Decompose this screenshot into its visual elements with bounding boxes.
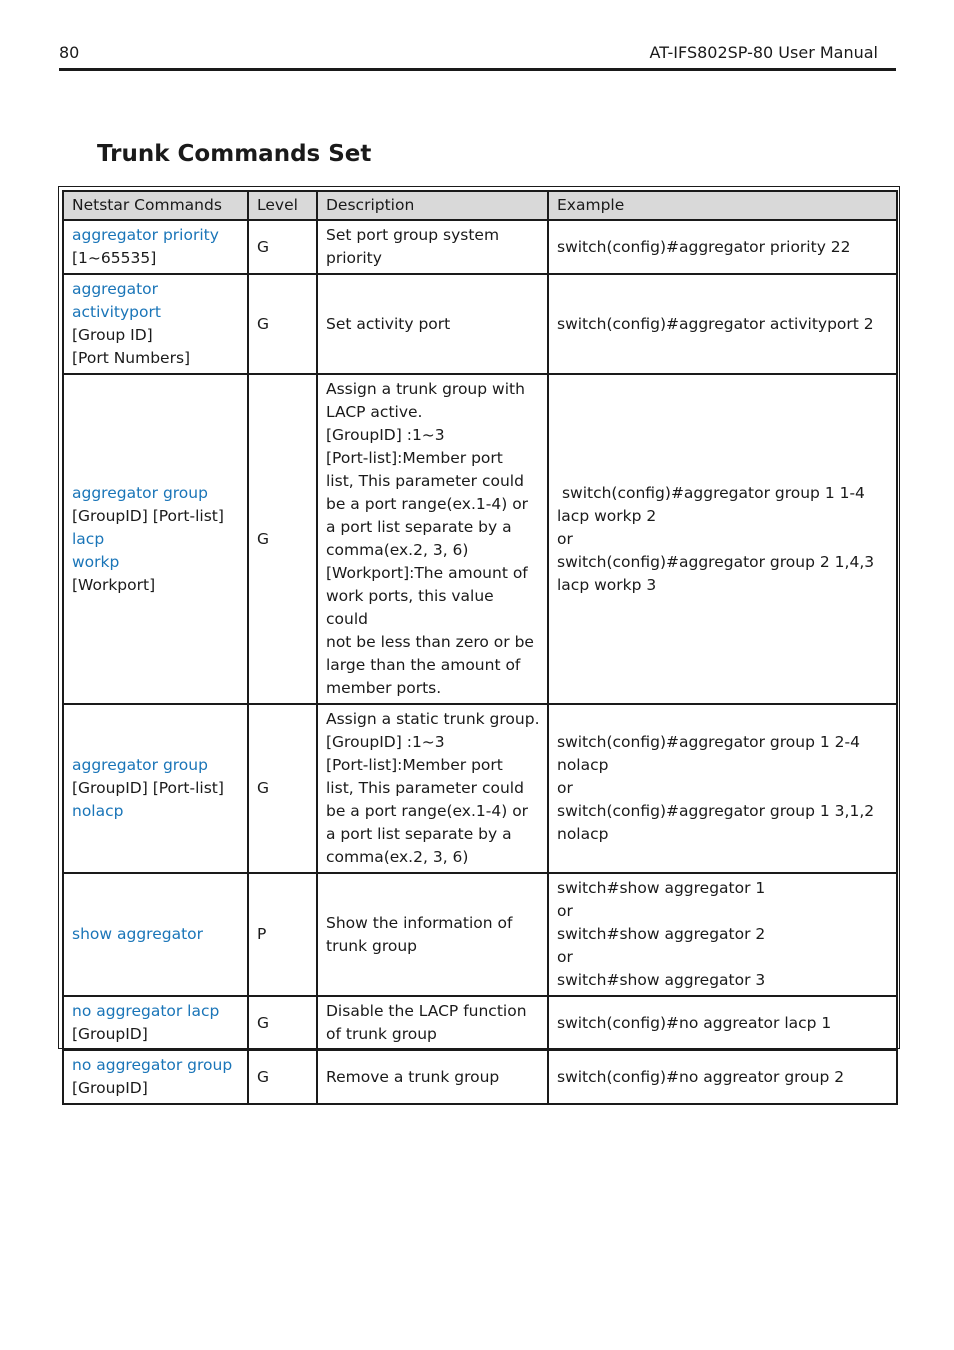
description-line: Remove a trunk group <box>326 1067 500 1086</box>
level-cell: G <box>248 374 317 704</box>
command-argument: [Port Numbers] <box>72 349 191 367</box>
example-line: switch(config)#aggregator group 1 2-4 <box>557 733 860 751</box>
example-line: or <box>557 529 573 548</box>
command-cell <box>63 1050 248 1104</box>
example-line: nolacp <box>557 825 609 843</box>
command-argument: [Workport] <box>72 575 156 594</box>
table-body <box>63 220 897 1104</box>
command-keyword: no aggregator group <box>72 1056 233 1074</box>
command-keyword: aggregator group <box>72 483 208 502</box>
example-line: switch(config)#aggregator group 2 1,4,3 <box>557 552 875 571</box>
description-line: member ports. <box>326 679 442 697</box>
description-line: [Port-list]:Member port <box>326 756 503 774</box>
column-header-description: Description <box>317 191 548 220</box>
description-line: [GroupID] :1~3 <box>326 733 445 751</box>
command-keyword: show aggregator <box>72 925 204 943</box>
example-line: switch(config)#aggregator activityport 2 <box>557 314 874 333</box>
example-line: switch(config)#no aggreator group 2 <box>557 1067 845 1086</box>
command-argument: [1~65535] <box>72 249 157 267</box>
level-cell: G <box>248 704 317 873</box>
description-line: Assign a trunk group with <box>326 380 525 398</box>
description-line: work ports, this value could <box>326 587 499 628</box>
description-cell <box>317 374 548 704</box>
description-line: [Port-list]:Member port <box>326 449 503 467</box>
example-line: switch(config)#aggregator priority 22 <box>557 237 851 256</box>
description-line: comma(ex.2, 3, 6) <box>326 541 469 559</box>
description-line: list, This parameter could <box>326 779 524 797</box>
table-row <box>63 274 897 374</box>
table-row <box>63 704 897 873</box>
description-line: trunk group <box>326 936 418 955</box>
description-cell <box>317 220 548 274</box>
example-line: or <box>557 948 573 966</box>
command-argument: [GroupID] [Port-list] <box>72 506 224 525</box>
example-line: or <box>557 902 573 920</box>
command-argument: [GroupID] <box>72 1079 148 1097</box>
example-line: switch(config)#aggregator group 1 3,1,2 <box>557 802 875 820</box>
table-row <box>63 1050 897 1104</box>
description-cell <box>317 1050 548 1104</box>
description-line: Disable the LACP function <box>326 1002 527 1020</box>
description-line: be a port range(ex.1-4) or <box>326 802 529 820</box>
example-cell <box>548 996 897 1050</box>
command-cell <box>63 220 248 274</box>
example-line: lacp workp 3 <box>557 575 657 594</box>
example-line: switch#show aggregator 3 <box>557 971 766 989</box>
page-number: 80 <box>59 43 80 62</box>
level-cell: G <box>248 274 317 374</box>
table-frame <box>58 186 900 1097</box>
table-row <box>63 996 897 1050</box>
description-cell <box>317 704 548 873</box>
command-keyword: lacp <box>72 529 105 548</box>
command-argument: [GroupID] <box>72 1025 148 1043</box>
description-line: LACP active. <box>326 403 423 421</box>
command-cell <box>63 274 248 374</box>
description-line: not be less than zero or be <box>326 633 534 651</box>
description-cell <box>317 873 548 996</box>
description-line: large than the amount of <box>326 656 521 674</box>
table-row <box>63 220 897 274</box>
example-line: switch(config)#aggregator group 1 1-4 <box>557 483 865 502</box>
command-keyword: workp <box>72 552 120 571</box>
command-cell <box>63 873 248 996</box>
example-cell <box>548 220 897 274</box>
description-line: list, This parameter could <box>326 472 524 490</box>
table-row <box>63 873 897 996</box>
command-cell <box>63 704 248 873</box>
table-header-row <box>63 191 897 220</box>
section-title: Trunk Commands Set <box>97 141 372 167</box>
page-header <box>59 42 896 71</box>
description-line: be a port range(ex.1-4) or <box>326 495 529 513</box>
description-line: of trunk group <box>326 1025 437 1043</box>
command-argument: [Group ID] <box>72 326 153 344</box>
description-line: [GroupID] :1~3 <box>326 426 445 444</box>
command-keyword: aggregator priority <box>72 226 219 244</box>
example-cell <box>548 704 897 873</box>
command-keyword: aggregator activityport <box>72 280 163 321</box>
example-line: switch#show aggregator 2 <box>557 925 766 943</box>
example-cell <box>548 274 897 374</box>
manual-title: AT-IFS802SP-80 User Manual <box>649 43 878 62</box>
column-header-example: Example <box>548 191 897 220</box>
command-keyword: aggregator group <box>72 756 208 774</box>
description-line: comma(ex.2, 3, 6) <box>326 848 469 866</box>
example-cell <box>548 374 897 704</box>
level-cell: G <box>248 220 317 274</box>
example-line: or <box>557 779 573 797</box>
description-cell <box>317 274 548 374</box>
level-cell: G <box>248 996 317 1050</box>
description-line: a port list separate by a <box>326 825 512 843</box>
table-row <box>63 374 897 704</box>
description-cell <box>317 996 548 1050</box>
example-line: nolacp <box>557 756 609 774</box>
column-header-level: Level <box>248 191 317 220</box>
example-cell <box>548 1050 897 1104</box>
example-cell <box>548 873 897 996</box>
level-cell: P <box>248 873 317 996</box>
description-line: [Workport]:The amount of <box>326 564 528 582</box>
example-line: switch#show aggregator 1 <box>557 879 766 897</box>
description-line: a port list separate by a <box>326 518 512 536</box>
command-keyword: no aggregator lacp <box>72 1002 220 1020</box>
command-argument: [GroupID] [Port-list] <box>72 779 224 797</box>
example-line: switch(config)#no aggreator lacp 1 <box>557 1013 832 1032</box>
trunk-commands-table <box>62 190 898 1105</box>
description-line: Set activity port <box>326 314 451 333</box>
description-line: priority <box>326 249 382 267</box>
command-keyword: nolacp <box>72 802 124 820</box>
description-line: Set port group system <box>326 226 500 244</box>
description-line: Assign a static trunk group. <box>326 710 540 728</box>
example-line: lacp workp 2 <box>557 506 657 525</box>
level-cell: G <box>248 1050 317 1104</box>
column-header-commands: Netstar Commands <box>63 191 248 220</box>
description-line: Show the information of <box>326 913 513 932</box>
command-cell <box>63 996 248 1050</box>
command-cell <box>63 374 248 704</box>
